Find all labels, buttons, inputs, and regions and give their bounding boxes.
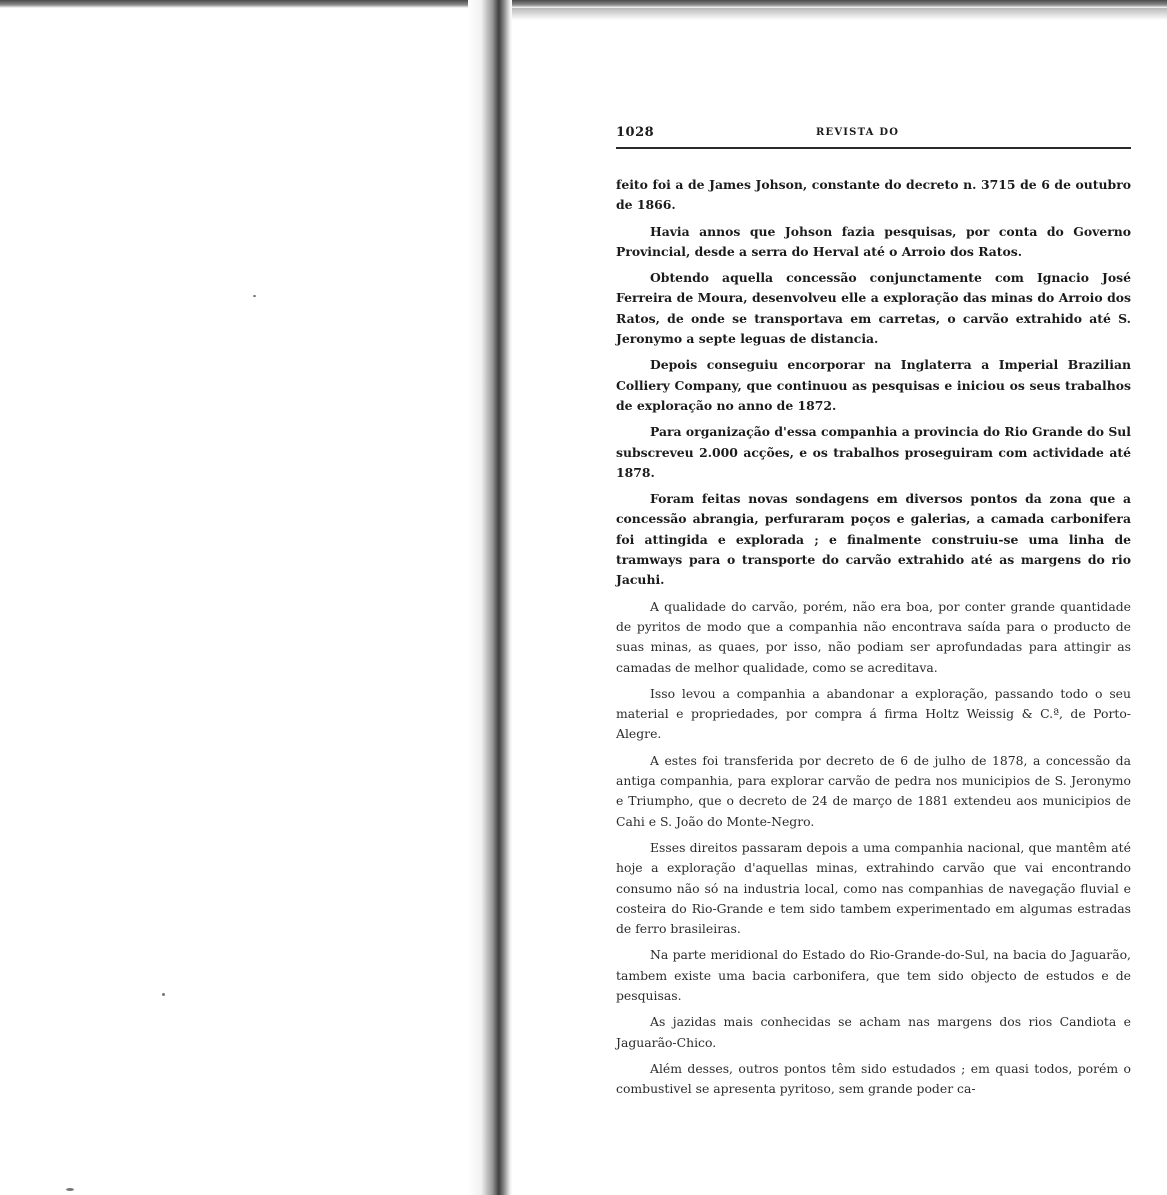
paragraph: A qualidade do carvão, porém, não era boa, por conter grande quantidade de pyritos de modo que a companhia não encontrava saída para o producto de suas minas, as quaes, por isso, não podiam ser aprofundadas para attingir as camadas de melhor qualidade, como se acreditava.: [616, 598, 1131, 675]
page-number: 1028: [616, 125, 655, 140]
paragraph: Além desses, outros pontos têm sido estudados ; em quasi todos, porém o combustivel se apresenta pyritoso, sem grande poder ca-: [616, 1060, 1131, 1097]
paragraph: A estes foi transferida por decreto de 6 de julho de 1878, a concessão da antiga companhia, para explorar carvão de pedra nos municipios de S. Jeronymo e Triumpho, que o decreto de 24 de março de 1881 extendeu aos municipios de Cahi e S. João do Monte-Negro.: [616, 752, 1131, 829]
paragraph: feito foi a de James Johson, constante do decreto n. 3715 de 6 de outubro de 1866.: [616, 177, 1131, 213]
running-title: REVISTA DO: [816, 127, 900, 138]
paragraph: Depois conseguiu encorporar na Inglaterra a Imperial Brazilian Colliery Company, que continuou as pesquisas e iniciou os seus trabalhos de exploração no anno de 1872.: [616, 357, 1131, 413]
paragraph: Isso levou a companhia a abandonar a exploração, passando todo o seu material e propriedades, por compra á firma Holtz Weissig & C.ª, de Porto-Alegre.: [616, 685, 1131, 742]
body-text: [616, 175, 1131, 1099]
page-speck: [253, 295, 256, 297]
left-blank-page: [0, 8, 468, 1195]
paragraph: Havia annos que Johson fazia pesquisas, por conta do Governo Provincial, desde a serra do Herval até o Arroio dos Ratos.: [616, 223, 1131, 259]
paragraph: Foram feitas novas sondagens em diversos pontos da zona que a concessão abrangia, perfuraram poços e galerias, a camada carbonifera foi attingida e explorada ; e finalmente construiu-se uma linha de tramways para o transporte do carvão extrahido até as margens do rio Jacuhi.: [616, 491, 1131, 588]
paragraph: Para organização d'essa companhia a provincia do Rio Grande do Sul subscreveu 2.000 acções, e os trabalhos proseguiram com actividade até 1878.: [616, 424, 1131, 480]
paragraph: Esses direitos passaram depois a uma companhia nacional, que mantêm até hoje a exploração d'aquellas minas, extrahindo carvão que vai encontrando consumo não só na industria local, como nas companhias de navegação fluvial e costeira do Rio-Grande e tem sido tambem experimentado em algumas estradas de ferro brasileiras.: [616, 839, 1131, 937]
page-header: [616, 125, 1131, 149]
paragraph: Obtendo aquella concessão conjunctamente com Ignacio José Ferreira de Moura, desenvolveu elle a exploração das minas do Arroio dos Ratos, de onde se transportava em carretas, o carvão extrahido até S. Jeronymo a septe leguas de distancia.: [616, 270, 1131, 347]
paragraph: As jazidas mais conhecidas se acham nas margens dos rios Candiota e Jaguarão-Chico.: [616, 1014, 1131, 1050]
page-speck: [162, 993, 165, 996]
right-text-page: [616, 125, 1131, 1105]
paragraph: Na parte meridional do Estado do Rio-Grande-do-Sul, na bacia do Jaguarão, tambem existe uma bacia carbonifera, que tem sido objecto de estudos e de pesquisas.: [616, 947, 1131, 1003]
scan-top-edge: [0, 0, 1167, 8]
page-speck: [66, 1188, 74, 1191]
scan-top-shadow: [505, 8, 1167, 20]
book-gutter-shadow: [468, 0, 512, 1195]
